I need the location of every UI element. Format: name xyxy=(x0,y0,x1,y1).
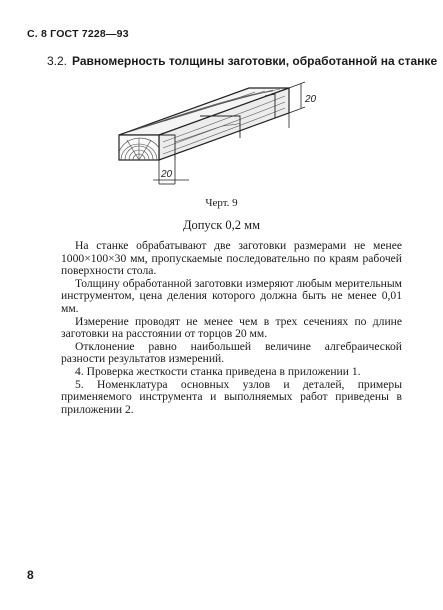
dimension-front-label: 20 xyxy=(161,169,173,180)
paragraph: 4. Проверка жесткости станка приведена в приложении 1. xyxy=(75,364,361,378)
dimension-right xyxy=(289,82,305,128)
section-number: 3.2. xyxy=(47,54,68,68)
section-title: Равномерность толщины заготовки, обработанной на станке xyxy=(72,54,438,68)
body-text xyxy=(61,240,402,416)
paragraph: Измерение проводят не менее чем в трех сечениях по длине заготовки на расстоянии от торцов 20 мм. xyxy=(61,314,402,341)
page-header: С. 8 ГОСТ 7228—93 xyxy=(27,28,129,40)
page-number: 8 xyxy=(27,568,34,582)
section-heading xyxy=(47,54,437,68)
paragraph: 5. Номенклатура основных узлов и деталей, примеры применяемого инструмента и выполняемых работ приведены в приложении 2. xyxy=(61,377,402,416)
figure-caption: Черт. 9 xyxy=(205,197,238,209)
paragraph: На станке обрабатывают две заготовки размерами не менее 1000×100×30 мм, пропускаемые последовательно по краям рабочей поверхности стола. xyxy=(61,239,402,278)
paragraph: Толщину обработанной заготовки измеряют любым мерительным инструментом, цена деления которого должна быть не менее 0,01 мм. xyxy=(61,276,402,315)
tolerance-value: Допуск 0,2 мм xyxy=(182,218,261,232)
paragraph: Отклонение равно наибольшей величине алгебраической разности результатов измерений. xyxy=(61,339,402,366)
workpiece-drawing xyxy=(105,80,315,195)
dimension-right-label: 20 xyxy=(305,94,317,105)
